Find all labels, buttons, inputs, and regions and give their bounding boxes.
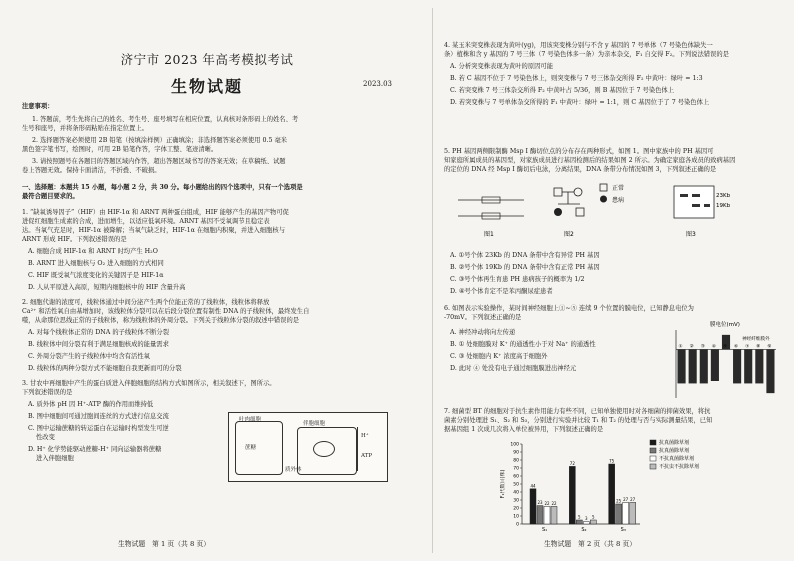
legend-label: 抗真菌除草剂 [659,448,690,454]
mv-bar [755,349,763,383]
notice-line: 生号和座号，并将条形码粘贴在指定位置上。 [22,125,148,132]
question-3-option: C. 图中运输蔗糖的转运蛋白在运输时构型发生可逆 [28,425,169,432]
question-3-stem: 3. 甘农中再细胞中产生的蛋白质进入伴胞细胞的结构方式如图所示，相关叙述下，图所示。 [22,380,276,387]
y-tick-label: 70 [513,466,519,472]
y-tick-label: 10 [513,514,519,520]
bar [590,520,596,524]
category-label: S₁ [542,527,548,533]
legend-label: 抗真菌除草剂 [659,440,690,446]
question-3-option: A. 质外体 pH 因 H⁺-ATP 酶的作用而维持低 [28,401,154,408]
category-label: S₃ [620,527,626,533]
mv-category-label: ④ [711,344,716,350]
question-1-option: A. 细胞合成 HIF-1α 和 ARNT 时均产生 H₂O [28,248,158,255]
question-6-stem: -70mV。下列叙述正确的是 [444,314,522,321]
question-5-stem: 知家庭所属成员的基因型，对家族成员进行基因检测后的结果如图 2 所示。为确定家庭各成员的致病基因 [444,157,736,164]
question-5-option: A. ①号个体 23Kb 的 DNA 条带中含有异常 PH 基因 [450,252,600,259]
bar [551,506,557,524]
notice-line: 卷上答题无效。保持卡面清洁，不折叠、不破损。 [22,167,161,174]
page-footer: 生物试题 第 2 页（共 8 页） [544,540,637,548]
mv-category-label: ③ [700,344,705,350]
notice-title: 注意事项： [22,103,54,110]
page-footer: 生物试题 第 1 页（共 8 页） [118,540,211,548]
bar-value-label: 23 [537,500,543,506]
mv-bar [678,349,686,383]
y-tick-label: 40 [513,490,519,496]
y-tick-label: 60 [513,474,519,480]
question-2-option: D. 线粒体的两种分裂方式不能细胞自我更新而可的分裂 [28,365,182,372]
question-3-option: D. H⁺ 化学势能驱动蔗糖-H⁺ 同向运输器将蔗糖 [28,446,162,453]
mv-category-label: ② [689,344,694,350]
question-5-stem: 5. PH 基因两侧限制酶 Msp Ⅰ 酶切位点的分布存在两种形式，如图 1。图中家族中的 PH 基因可 [444,148,714,155]
companion-label: 伴胞细胞 [303,421,326,427]
mv-legend: 神经纤维膜外 [742,337,770,342]
legend-label: 不抗真菌除草剂 [659,456,695,462]
bar [569,466,575,524]
legend-normal: 正常 [612,185,625,192]
category-label: S₂ [581,527,587,533]
question-1-stem: 进促红细胞生成素的合成，进而增生，以适应低氧环境。ARNT 基因不受氧调节且稳定表 [22,218,270,225]
question-3-stem: 下列叙述错误的是 [22,389,73,396]
mesophyll-label: 叶肉细胞 [239,417,262,423]
bar-value-label: 72 [569,460,575,466]
y-tick-label: 80 [513,458,519,464]
bar-value-label: 5 [592,514,595,520]
mv-bar [700,349,708,383]
question-6-option: D. 此时 ④ 处没有电子通过细胞膜进出神经元 [450,365,577,372]
restriction-map [458,197,524,219]
gel-band-23kb: 23Kb [716,193,731,199]
question-4-option: D. 若突变株与 7 号单体杂交所得的 F₁ 中黄叶：绿叶 = 1:1，则 C 基因位于了 7 号染色体上 [450,99,710,106]
question-4-option: C. 若突变株 7 号三体杂交所得 F₂ 中黄叶占 5/36，则 B 基因位于 7 号染色体上 [450,87,675,94]
mv-category-label: ⑤ [722,344,727,350]
subject-title: 生物试题 [170,77,243,96]
gel-image [674,186,714,218]
bar [576,520,582,524]
y-tick-label: 20 [513,506,519,512]
mv-bar [733,349,741,383]
mv-category-label: ⑦ [745,344,750,350]
exam-date: 2023.03 [363,80,392,88]
bar [616,504,622,524]
notice-line: 3. 请按照题号在各题目的答题区域内作答，超出答题区域书写的答案无效；在草稿纸、试题 [32,158,286,165]
question-7-stem: 菌素分别处理进 S₁、S₂ 和 S₃，分别进行实验并比较 T₁ 和 T₂ 的处理与否与实际测量结果，已知 [444,417,713,424]
membrane-line [357,427,358,471]
bar-value-label: 5 [578,514,581,520]
sucrose-label: 蔗糖 [245,445,257,451]
bar [537,506,543,524]
mv-bar [689,349,697,383]
bar-value-label: 3 [585,516,588,522]
page-1-column [18,0,396,561]
question-3-option-cont: 进入伴胞细胞 [36,455,74,462]
figure-1-caption: 图1 [484,231,494,238]
bar-value-label: 22 [544,500,550,506]
question-1-stem: ARNT 形成 HIF。下列叙述错误的是 [22,236,127,243]
legend-label: 不抗虫不抗除草剂 [659,464,700,470]
question-2-option: A. 对每个线粒体正常的 DNA 的子线粒体不断分裂 [28,329,170,336]
y-axis-label: F₁代数目(株) [500,469,506,499]
question-2-stem: 噬，从命那位思线正常的子线粒体，称为线粒体的外周分裂。下列关于线粒体分裂的叙述中错误的是 [22,317,300,324]
page-2-column [444,0,782,561]
bar-value-label: 27 [623,496,629,502]
question-6-option: C. ③ 处细胞内 K⁺ 浓度高于细胞外 [450,353,548,360]
page-divider [432,8,433,553]
proton-label: H⁺ [361,433,369,439]
legend-swatch [650,440,656,445]
question-7-stem: 7. 细菌型 BT 的细胞对于抗生素作用能力有些不同，已知单独使用时对各细菌的抑菌效果，将抗 [444,408,711,415]
question-4-option: A. 分析突变株表现为黄叶的原因可能 [450,63,554,70]
question-1-option: D. 人从平原进入高原，短期内细胞核中的 HIF 含量升高 [28,284,186,291]
question-5-option: B. ②号个体 19Kb 的 DNA 条带中含有正常 PH 基因 [450,264,600,271]
question-3-option: B. 图中细胞间可通过胞间连丝的方式进行信息交流 [28,413,169,420]
y-tick-label: 50 [513,482,519,488]
bar [630,502,636,524]
mv-bar [711,349,719,381]
mv-category-label: ⑥ [734,344,739,350]
question-6-option: B. ① 处细胞膜对 K⁺ 的通透性小于对 Na⁺ 的通透性 [450,341,596,348]
question-2-stem: Ca²⁺ 和活性氧自由基增加时，该线粒体分裂可以在后段分裂位置有制性 DNA 的子线粒体，最终发生自 [22,308,310,315]
membrane-potential-chart [670,318,782,402]
bar-value-label: 25 [616,498,622,504]
question-7-stem: 据基因组 1 次成几次将入单位被异用，下列叙述正确的是 [444,426,604,433]
section-heading-cont: 最符合题目要求的。 [22,193,79,200]
bar [530,489,536,524]
sugar-transport-figure [228,412,388,482]
bar [583,522,589,524]
question-5-option: D. ④号个体肯定不是苯丙酮尿症患者 [450,288,553,295]
school-title: 济宁市 2023 年高考模拟考试 [120,52,294,67]
y-tick-label: 90 [513,450,519,456]
notice-line: 2. 选择题答案必须使用 2B 铅笔（按填涂样例）正确填涂；非选择题答案必须使用 0.5 毫米 [32,137,288,144]
pedigree-chart [554,184,607,216]
figure-2-caption: 图2 [564,231,574,238]
bar [609,464,615,524]
question-1-stem: 达。当氧气充足时，HIF-1α 被降解；当氧气缺乏时，HIF-1α 在细胞内积聚，并进入细胞核与 [22,227,285,234]
question-1-option: B. ARNT 进入细胞核与 O₂ 进入细胞的方式相同 [28,260,164,267]
y-tick-label: 30 [513,498,519,504]
bar-value-label: 44 [530,483,536,489]
mv-category-label: ① [678,344,683,350]
gel-band-19kb: 19Kb [716,203,731,209]
mv-category-label: ⑨ [767,344,772,350]
question-4-stem: 条）植株和含 y 基因的 7 号三体（7 号染色体多一条）为亲本杂交，F₁ 自交得 F₂。下列说法错误的是 [444,51,729,58]
mv-category-label: ⑧ [756,344,761,350]
bar-value-label: 22 [551,500,557,506]
mv-bar [744,349,752,383]
mv-bar [766,349,774,393]
legend-affected: 患病 [612,197,625,204]
question-1-stem: 1. “缺氧诱导因子”（HIF）由 HIF-1α 和 ARNT 两种蛋白组成，HIF 能够产生的基因产物可促 [22,209,289,216]
legend-swatch [650,448,656,453]
question-1-option: C. HIF 既受氧气浓度变化的关键因子是 HIF-1α [28,272,164,279]
figure-3-caption: 图3 [686,231,696,238]
mesophyll-cell [235,421,283,475]
question-3-option-cont: 性改变 [36,434,55,441]
question-4-stem: 4. 某玉米突变株表现为黄叶(yg)，用该突变株分别与不含 y 基因的 7 号单体（7 号染色体缺失一 [444,42,713,49]
question-5-stem: 的定位的 DNA 经 Msp Ⅰ 酶切后电泳，分离结果，DNA 条带分布情况如图 3，下列叙述正确的是 [444,166,717,173]
transporter-oval [313,441,335,457]
bar [544,506,550,524]
section-heading: 一、选择题：本题共 15 小题，每小题 2 分，共 30 分。每小题给出的四个选项中，只有一个选项是 [22,184,303,191]
bar-value-label: 27 [630,496,636,502]
atp-label: ATP [361,453,373,459]
question-2-option: B. 线粒体中间分裂有利于满足细胞核成的能量需求 [28,341,169,348]
f1-count-chart [500,436,740,536]
question-6-option: A. 神经冲动将向左传递 [450,329,516,336]
notice-line: 1. 答题前，考生先将自己的姓名、考生号、座号填写在相应位置，认真核对条形码上的姓名、考 [32,116,299,123]
mv-axis-label: 膜电位(mV) [710,322,740,328]
question-2-stem: 2. 细胞代谢的浓度可，线粒体通过中间分泌产生两个位能正常的了线粒体，线粒体将释放 [22,299,270,306]
y-tick-label: 0 [516,522,519,528]
question-5-option: C. ③号个体再生育患 PH 患病孩子的概率为 1/2 [450,276,585,283]
notice-line: 黑色签字笔书写，绘图时，可用 2B 铅笔作答，字体工整、笔迹清晰。 [22,146,218,153]
y-tick-label: 100 [510,442,519,448]
question-4-option: B. 若 C 基因不位于 7 号染色体上，则突变株与 7 号三体杂交所得 F₂ 中黄叶：绿叶 = 1:3 [450,75,703,82]
bar [623,502,629,524]
q5-figures [454,180,734,242]
question-6-stem: 6. 如图表示实验操作，某时间神经细胞上①~⑤ 连续 9 个位置的膜电位，已知静息电位为 [444,305,694,312]
bar-value-label: 75 [609,458,615,464]
question-2-option: C. 外周分裂产生的子线粒体中均含有活性氧 [28,353,150,360]
legend-swatch [650,464,656,469]
apoplast-label: 质外体 [285,467,302,473]
legend-swatch [650,456,656,461]
